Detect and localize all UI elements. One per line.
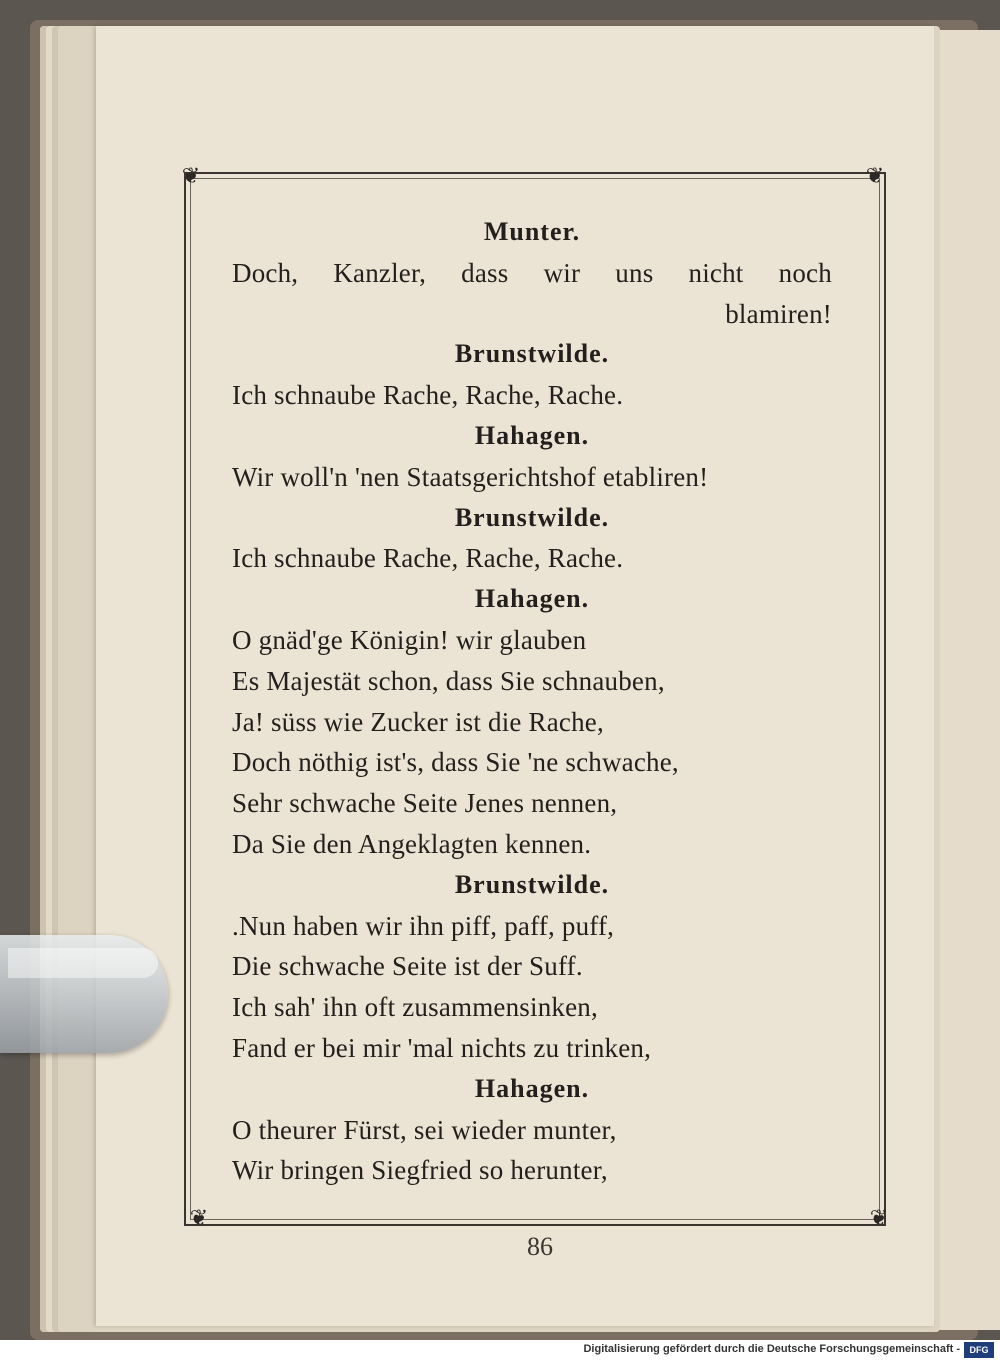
verse-line: O gnäd'ge Königin! wir glauben bbox=[232, 624, 587, 655]
verse-word: Kanzler, bbox=[333, 257, 427, 288]
verse-line: Wir woll'n 'nen Staatsgerichtshof etabliren! bbox=[232, 461, 709, 492]
verse-word: noch bbox=[778, 257, 832, 288]
page-clip-highlight bbox=[8, 948, 158, 978]
speaker-name: Munter. bbox=[483, 217, 581, 246]
verse-line: O theurer Fürst, sei wieder munter, bbox=[232, 1114, 617, 1145]
verse-word: nicht bbox=[688, 257, 744, 288]
verse-line: Sehr schwache Seite Jenes nennen, bbox=[232, 788, 618, 819]
footer-bar bbox=[0, 1340, 1000, 1362]
floral-ornament-icon: ❦ bbox=[189, 1206, 209, 1231]
facing-page-edge bbox=[930, 30, 1000, 1330]
floral-ornament-icon: ❦ bbox=[181, 164, 201, 189]
verse-line: Die schwache Seite ist der Suff. bbox=[232, 951, 583, 982]
speaker-name: Hahagen. bbox=[474, 420, 590, 450]
verse-line: Da Sie den Angeklagten kennen. bbox=[232, 828, 592, 859]
verse-line: Fand er bei mir 'mal nichts zu trinken, bbox=[232, 1032, 652, 1063]
verse-line: Ich schnaube Rache, Rache, Rache. bbox=[232, 543, 624, 574]
verse-line: Wir bringen Siegfried so herunter, bbox=[232, 1155, 608, 1186]
verse-line: .Nun haben wir ihn piff, paff, puff, bbox=[232, 910, 615, 941]
speaker-name: Brunstwilde. bbox=[454, 339, 610, 369]
verse-line: Doch nöthig ist's, dass Sie 'ne schwache, bbox=[232, 747, 679, 778]
verse-line: Ich sah' ihn oft zusammensinken, bbox=[232, 992, 598, 1023]
verse-word: uns bbox=[615, 257, 654, 288]
floral-ornament-icon: ❦ bbox=[869, 1206, 889, 1231]
verse-word: wir bbox=[543, 257, 581, 288]
floral-ornament-icon: ❦ bbox=[865, 164, 885, 189]
footer-credit-text: Digitalisierung gefördert durch die Deutsche Forschungsgemeinschaft - bbox=[583, 1343, 960, 1355]
verse-line: Ja! süss wie Zucker ist die Rache, bbox=[232, 706, 604, 737]
verse-word: Doch, bbox=[232, 257, 299, 288]
speaker-name: Hahagen. bbox=[474, 1073, 590, 1103]
verse-line bbox=[232, 253, 832, 294]
speaker-name: Hahagen. bbox=[474, 584, 590, 614]
verse-line: Es Majestät schon, dass Sie schnauben, bbox=[232, 665, 665, 696]
verse-word: dass bbox=[461, 257, 509, 288]
verse-line: Ich schnaube Rache, Rache, Rache. bbox=[232, 380, 624, 411]
page-number: 86 bbox=[527, 1232, 553, 1261]
verse-line: blamiren! bbox=[725, 298, 832, 329]
verse-text-block bbox=[232, 212, 832, 1191]
speaker-name: Brunstwilde. bbox=[454, 869, 610, 899]
speaker-name: Brunstwilde. bbox=[454, 502, 610, 532]
dfg-logo: DFG bbox=[964, 1342, 994, 1358]
